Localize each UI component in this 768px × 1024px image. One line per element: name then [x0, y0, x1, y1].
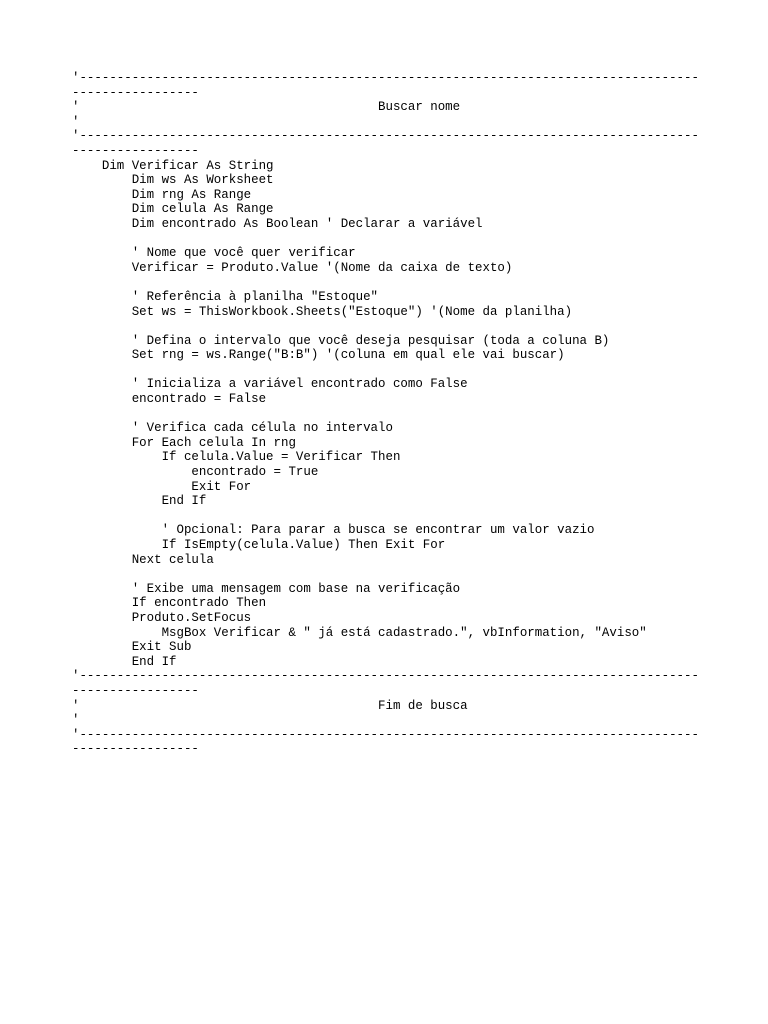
separator-line: -----------------	[72, 85, 199, 100]
code-line: ' Exibe uma mensagem com base na verificação	[72, 581, 461, 596]
separator-line: '-----------------------------------------------------------------------------------	[72, 71, 699, 85]
code-line: ' Opcional: Para parar a busca se encontrar um valor vazio	[72, 523, 595, 538]
separator-line: -----------------	[72, 143, 199, 158]
code-line: ' Inicializa a variável encontrado como False	[72, 377, 468, 392]
blank-line	[72, 407, 702, 422]
code-line: ' Verifica cada célula no intervalo	[72, 421, 393, 436]
code-line: MsgBox Verificar & " já está cadastrado.", vbInformation, "Aviso"	[72, 625, 647, 640]
code-line: Set ws = ThisWorkbook.Sheets("Estoque") '(Nome da planilha)	[72, 304, 573, 319]
code-line: End If	[72, 494, 207, 509]
blank-line	[72, 567, 702, 582]
comment-line: '	[72, 114, 80, 129]
code-line: encontrado = False	[72, 392, 267, 407]
comment-line: '	[72, 713, 80, 728]
blank-line	[72, 319, 702, 334]
code-line: Produto.SetFocus	[72, 610, 252, 625]
code-line: If IsEmpty(celula.Value) Then Exit For	[72, 538, 446, 552]
code-line: Exit Sub	[72, 640, 192, 655]
separator-line: '-----------------------------------------------------------------------------------	[72, 669, 699, 684]
section-heading-line: ' Buscar nome	[72, 100, 461, 115]
code-line: If celula.Value = Verificar Then	[72, 450, 401, 465]
separator-line: -----------------	[72, 683, 199, 698]
code-line: Exit For	[72, 479, 252, 494]
code-line: Next celula	[72, 552, 214, 567]
code-listing	[72, 71, 702, 757]
blank-line	[72, 275, 702, 290]
section-heading-line: ' Fim de busca	[72, 698, 468, 713]
code-line: Dim celula As Range	[72, 202, 274, 217]
code-line: End If	[72, 654, 177, 669]
code-line: Set rng = ws.Range("B:B") '(coluna em qual ele vai buscar)	[72, 348, 565, 363]
separator-line: '-----------------------------------------------------------------------------------	[72, 129, 699, 144]
code-line: Dim ws As Worksheet	[72, 173, 274, 188]
code-line: Verificar = Produto.Value '(Nome da caixa de texto)	[72, 260, 513, 275]
blank-line	[72, 509, 702, 524]
code-line: ' Defina o intervalo que você deseja pesquisar (toda a coluna B)	[72, 333, 610, 348]
separator-line: -----------------	[72, 742, 199, 757]
separator-line: '-----------------------------------------------------------------------------------	[72, 727, 699, 742]
code-line: ' Nome que você quer verificar	[72, 246, 356, 261]
blank-line	[72, 363, 702, 378]
code-line: Dim Verificar As String	[72, 158, 274, 173]
code-line: encontrado = True	[72, 465, 319, 480]
code-line: For Each celula In rng	[72, 435, 296, 450]
code-line: Dim encontrado As Boolean ' Declarar a variável	[72, 216, 483, 231]
blank-line	[72, 232, 702, 247]
code-line: ' Referência à planilha "Estoque"	[72, 289, 379, 304]
code-line: If encontrado Then	[72, 596, 267, 611]
code-line: Dim rng As Range	[72, 187, 252, 202]
